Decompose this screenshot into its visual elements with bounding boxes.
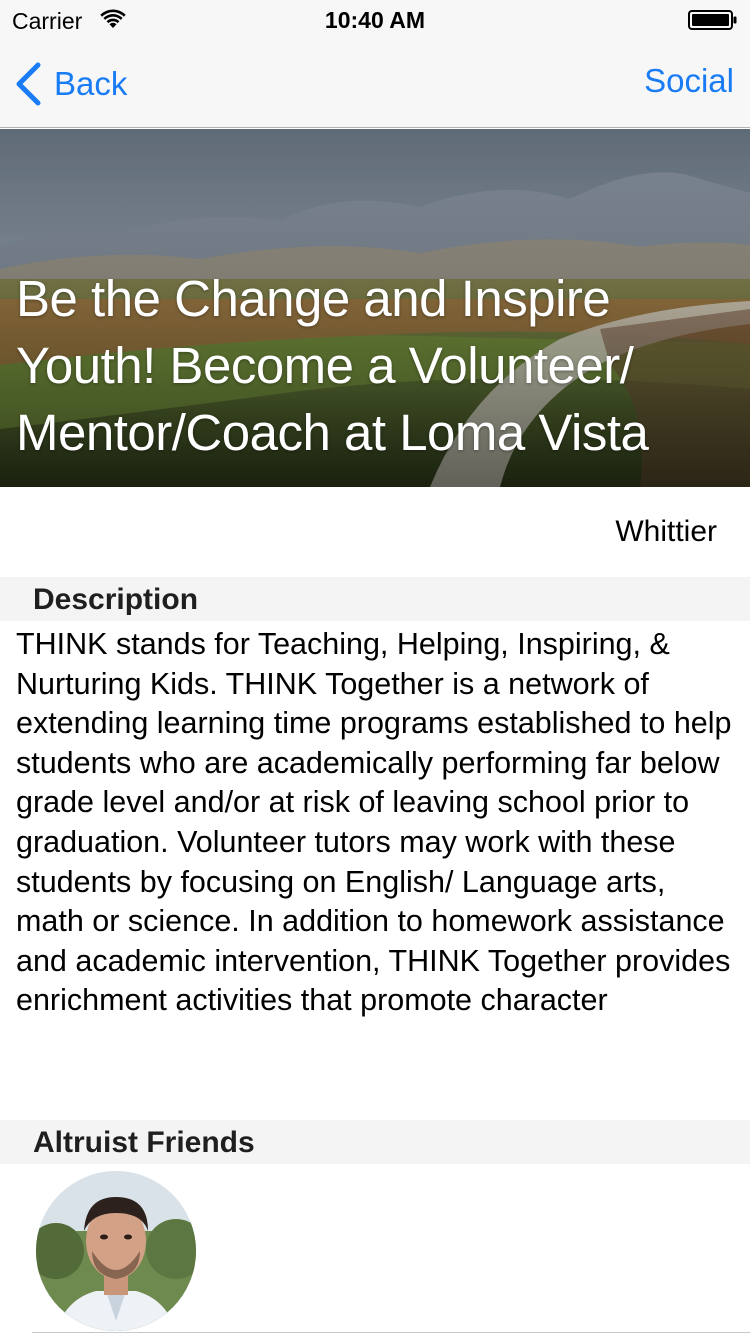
back-button[interactable] (14, 60, 127, 108)
status-bar (0, 0, 750, 40)
hero-title: Be the Change and Inspire Youth! Become a Volunteer/ Mentor/Coach at Loma Vista (16, 270, 649, 461)
navigation-bar (0, 40, 750, 128)
avatar (36, 1171, 196, 1331)
location-label: Whittier (615, 515, 717, 548)
hero-banner (0, 129, 750, 487)
description-section-header (0, 577, 750, 621)
back-label: Back (54, 65, 128, 102)
description-header-label: Description (33, 583, 199, 616)
social-button[interactable]: Social (644, 62, 734, 99)
chevron-left-icon (14, 62, 42, 106)
friends-header-label: Altruist Friends (33, 1126, 255, 1159)
location-row (0, 487, 750, 575)
carrier-label: Carrier (12, 8, 83, 34)
divider (32, 1332, 750, 1333)
description-text: THINK stands for Teaching, Helping, Inspiring, & Nurturing Kids. THINK Together is a network of extending learning time programs established to help students who are academically performing far below grade level and/or at risk of leaving school prior to graduation. Volunteer tutors may work with these students by focusing on English/ Language arts, math or science. In addition to homework assistance and academic intervention, THINK Together provides enrichment activities that promote character (16, 627, 732, 1018)
status-time: 10:40 AM (324, 7, 426, 33)
friends-section-header (0, 1120, 750, 1164)
friend-avatar[interactable] (36, 1171, 196, 1331)
battery-icon (688, 10, 738, 30)
